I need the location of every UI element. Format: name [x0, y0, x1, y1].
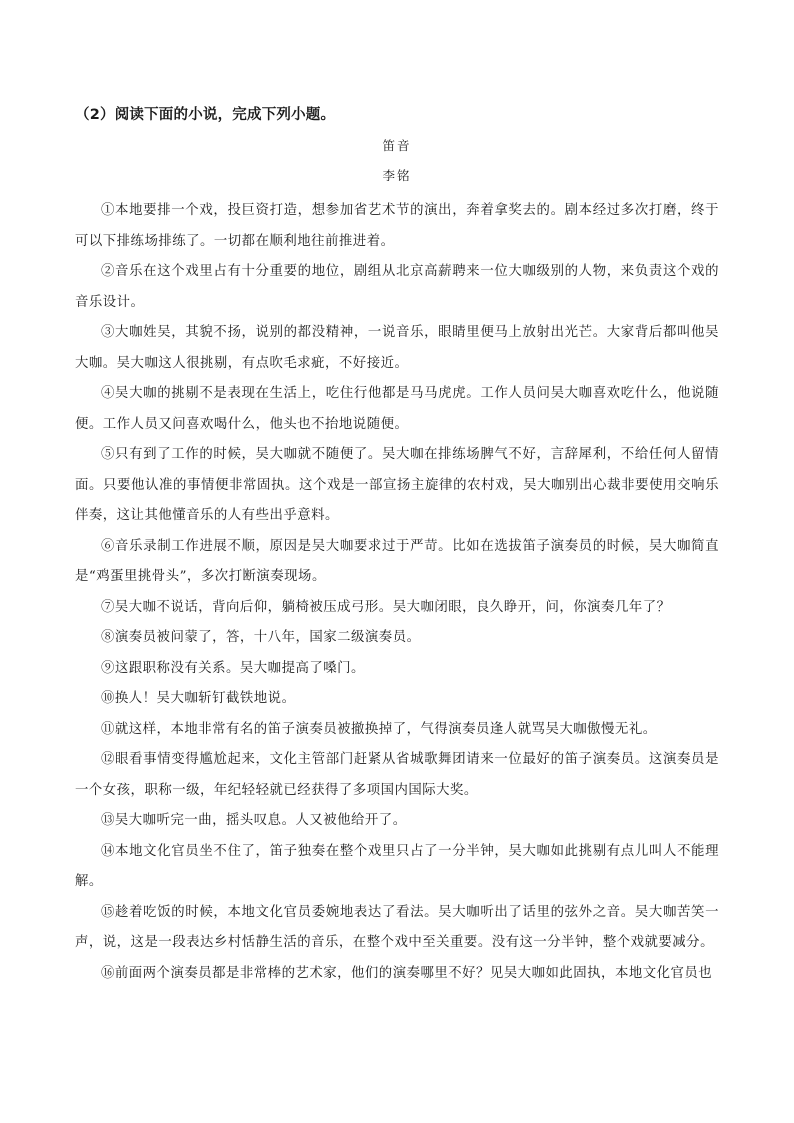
- paragraph-1: ①本地要排一个戏，投巨资打造，想参加省艺术节的演出，奔着拿奖去的。剧本经过多次打磨，终于可以下排练场排练了。一切都在顺利地往前推进着。: [75, 203, 719, 249]
- paragraph-16: ⑯前面两个演奏员都是非常棒的艺术家，他们的演奏哪里不好？见吴大咖如此固执，本地文化官员也: [101, 965, 713, 981]
- paragraph-15: ⑮趁着吃饭的时候，本地文化官员委婉地表达了看法。吴大咖听出了话里的弦外之音。吴大咖苦笑一声，说，这是一段表达乡村恬静生活的音乐，在整个戏中至关重要。没有这一分半钟，整个戏就要减分。: [75, 904, 719, 950]
- paragraph-10: ⑩换人！吴大咖斩钉截铁地说。: [101, 691, 296, 706]
- section-heading: （2）阅读下面的小说，完成下列小题。: [75, 107, 336, 123]
- paragraph-4: ④吴大咖的挑剔不是表现在生活上，吃住行他都是马马虎虎。工作人员问吴大咖喜欢吃什么，他说随便。工作人员又问喜欢喝什么，他头也不抬地说随便。: [75, 386, 719, 432]
- paragraph-9: ⑨这跟职称没有关系。吴大咖提高了嗓门。: [101, 660, 365, 676]
- paragraph-14: ⑭本地文化官员坐不住了，笛子独奏在整个戏里只占了一分半钟，吴大咖如此挑剔有点儿叫人不能理解。: [75, 843, 719, 889]
- paragraph-5: ⑤只有到了工作的时候，吴大咖就不随便了。吴大咖在排练场脾气不好，言辞犀利，不给任何人留情面。只要他认准的事情便非常固执。这个戏是一部宣扬主旋律的农村戏，吴大咖别出心裁非要使用交响乐伴奏，这让其他懂音乐的人有些出乎意料。: [75, 447, 719, 523]
- paragraph-8: ⑧演奏员被问蒙了，答，十八年，国家二级演奏员。: [101, 630, 421, 645]
- story-title: 笛音: [382, 138, 412, 153]
- paragraph-3: ③大咖姓吴，其貌不扬，说别的都没精神，一说音乐，眼睛里便马上放射出光芒。大家背后都叫他吴大咖。吴大咖这人很挑剔，有点吹毛求疵，不好接近。: [75, 325, 719, 371]
- paragraph-12: ⑫眼看事情变得尴尬起来，文化主管部门赶紧从省城歌舞团请来一位最好的笛子演奏员。这演奏员是一个女孩，职称一级，年纪轻轻就已经获得了多项国内国际大奖。: [75, 752, 719, 798]
- story-author: 李铭: [382, 168, 412, 183]
- paragraph-2: ②音乐在这个戏里占有十分重要的地位，剧组从北京高薪聘来一位大咖级别的人物，来负责这个戏的音乐设计。: [75, 264, 719, 310]
- paragraph-13: ⑬吴大咖听完一曲，摇头叹息。人又被他给开了。: [101, 813, 407, 828]
- paragraph-11: ⑪就这样，本地非常有名的笛子演奏员被撤换掉了，气得演奏员逢人就骂吴大咖傲慢无礼。: [101, 721, 657, 737]
- paragraph-7: ⑦吴大咖不说话，背向后仰，躺椅被压成弓形。吴大咖闭眼，良久睁开，问，你演奏几年了？: [101, 599, 671, 615]
- story-body: [75, 196, 719, 989]
- paragraph-6: ⑥音乐录制工作进展不顺，原因是吴大咖要求过于严苛。比如在选拔笛子演奏员的时候，吴大咖简直是“鸡蛋里挑骨头”，多次打断演奏现场。: [75, 538, 719, 584]
